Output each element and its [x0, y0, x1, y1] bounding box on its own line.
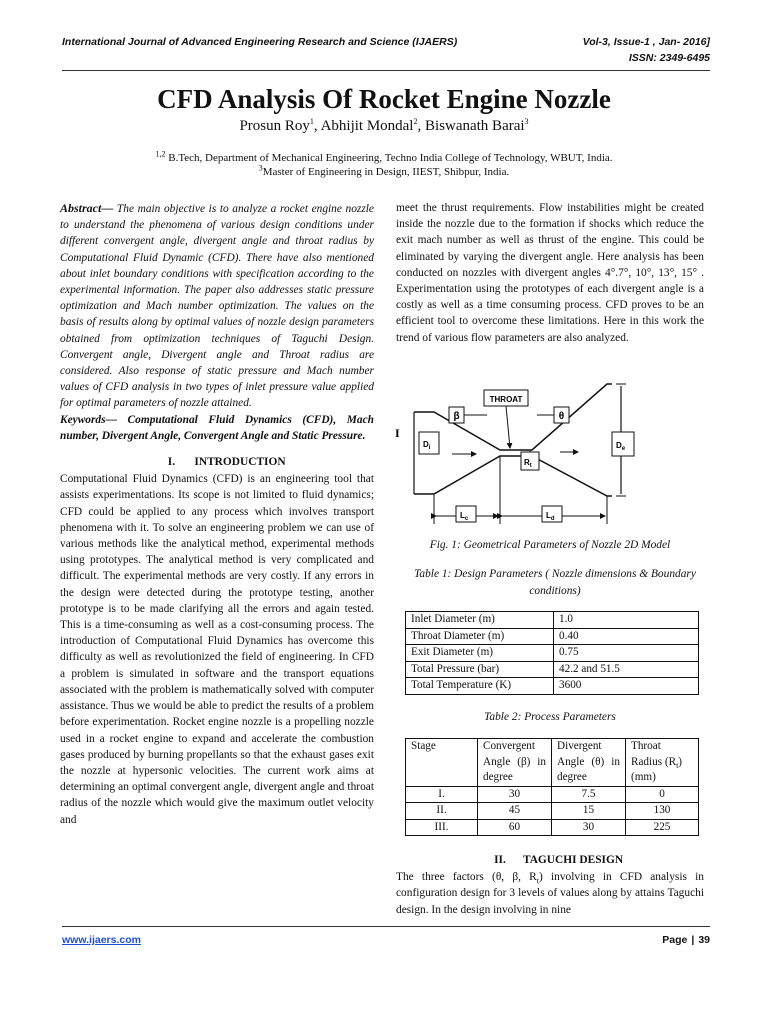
footer-rule: [62, 926, 710, 927]
header-rule: [62, 70, 710, 71]
introduction-continued: meet the thrust requirements. Flow instabilities might be created inside the nozzle due to the formation if shocks which reduce the exit mach number as well as thrust of the engine. This could be eliminated by varying the divergent angle. Here analysis has been conducted on nozzles with divergent angles 4°.7°, 10°, 13°, 15° . Experimentation using the prototypes of each divergent angle is a costly as well as a time consuming process. CFD proves to be an efficient tool to overcome these limitations. Here in this work the trend of various flow parameters are also analyzed.: [396, 202, 704, 344]
author-separator: ,: [417, 118, 425, 134]
table-row: Total Temperature (K) 3600: [406, 678, 699, 695]
nozzle-lower-wall: [414, 456, 612, 496]
section-heading-taguchi: II. TAGUCHI DESIGN: [494, 854, 624, 866]
divergent-length-label: $L_d$: [546, 511, 555, 522]
nozzle-diagram: [392, 382, 712, 532]
introduction-text: Computational Fluid Dynamics (CFD) is an engineering tool that assists experimentations. Its scope is not limited to fluid dynamics; CFD could be applied to any process which involves transport phenomena with it. To solve an engineering problem we can use of various methods like the analytical method, experimental methods using prototypes. The analytical method is very complicated and difficult. The experimental methods are very costly. If any errors in the design were detected during the prototype testing, another prototype is to be made clarifying all the errors and again tested. This is a time-consuming as well as a cost-consuming process. The introduction of Computational Fluid Dynamics has overcome this difficulty as well as revolutionized the field of engineering. In CFD a problem is simulated in software and the transport equations associated with the problem is mathematically solved with computer assistance. Thus we would be able to predict the results of a problem before experimentation. Rocket engine nozzle is a propelling nozzle used in a rocket engine to expand and accelerate the combustion gases produced by burning propellants so that the exhaust gases exit the nozzle at hypersonic velocities. The current work aims at determining an optimal convergent angle, divergent angle and throat radius of the nozzle which would give the maximum outlet velocity and: [60, 473, 374, 826]
table-row: Exit Diameter (m) 0.75: [406, 645, 699, 662]
author-affil-mark: 2: [413, 117, 418, 126]
paper-title: CFD Analysis Of Rocket Engine Nozzle: [157, 84, 611, 114]
table-header-row: Stage Convergent Angle (β) in degree Divergent Angle (θ) in degree Throat Radius $(R_t)$ (mm): [406, 739, 699, 787]
journal-website-link[interactable]: www.ijaers.com: [62, 934, 141, 946]
keywords: [60, 412, 374, 444]
page-number: Page | 39: [662, 934, 710, 946]
abstract-text: The main objective is to analyze a rocket engine nozzle to understand the phenomena of various design conditions under different convergent angle, divergent angle and throat radius by Computational Fluid Dynamic (CFD). There have also mentioned about inlet boundary conditions with specification according to the experimental information. The paper also addresses static pressure optimization and Mach number optimization. The values on the basis of results along by optimal values of nozzle design parameters obtained from optimization techniques of Taguchi Design. Convergent angle, Divergent angle and Throat radius are considered. Also response of static pressure and Mach number values of CFD analysis in two types of inlet pressure value applied for optimal parameters of nozzle attained.: [60, 203, 374, 410]
table1-caption: Table 1: Design Parameters ( Nozzle dimensions & Boundary conditions): [414, 568, 696, 597]
side-label: I: [395, 426, 400, 440]
author-affil-mark: 1: [309, 117, 314, 126]
author-name: Biswanath Barai: [424, 118, 525, 134]
author-name: Abhijit Mondal: [320, 118, 414, 134]
table-row: III. 60 30 225: [406, 819, 699, 836]
beta-label: β: [453, 411, 460, 422]
inlet-diameter-label: $D_i$: [423, 440, 431, 451]
issn: ISSN: 2349-6495: [628, 52, 710, 64]
convergent-length-label: $L_c$: [460, 511, 469, 522]
table-row: Throat Diameter (m) 0.40: [406, 628, 699, 645]
table-row: Inlet Diameter (m) 1.0: [406, 612, 699, 629]
exit-diameter-label: $D_e$: [616, 441, 626, 452]
taguchi-text: The three factors (θ, β, $R_t$) involving in CFD analysis in configuration design for 3 levels of values along by attains Taguchi design. In the design involving in nine: [396, 871, 704, 916]
author-separator: ,: [313, 118, 321, 134]
theta-label: θ: [558, 411, 565, 422]
affiliation-1: $^{1,2}$ B.Tech, Department of Mechanical Engineering, Techno India College of Technology, WBUT, India.: [155, 149, 613, 164]
right-column-text: [396, 200, 704, 346]
abstract: [60, 200, 374, 412]
journal-name: International Journal of Advanced Engineering Research and Science (IJAERS): [62, 36, 458, 48]
figure-caption: Fig. 1: Geometrical Parameters of Nozzle 2D Model: [429, 539, 671, 551]
table-row: Total Pressure (bar) 42.2 and 51.5: [406, 661, 699, 678]
volume-info: Vol-3, Issue-1 , Jan- 2016]: [582, 36, 710, 48]
taguchi-section: [396, 852, 704, 918]
table-row: I. 30 7.5 0: [406, 786, 699, 803]
throat-radius-label: $R_t$: [524, 458, 532, 469]
author-list: [0, 118, 768, 135]
author-name: Prosun Roy: [239, 118, 310, 134]
throat-label: THROAT: [489, 395, 523, 404]
table-row: II. 45 15 130: [406, 803, 699, 820]
section-heading-introduction: I. INTRODUCTION: [167, 456, 286, 469]
abstract-label: Abstract—: [60, 201, 114, 215]
nozzle-figure: [392, 382, 712, 532]
design-parameters-table: [405, 611, 699, 695]
table2-caption: Table 2: Process Parameters: [484, 711, 616, 723]
author-affil-mark: 3: [524, 117, 529, 126]
left-column: [60, 200, 374, 828]
keywords-text: Computational Fluid Dynamics (CFD), Mach number, Divergent Angle, Convergent Angle and Static Pressure.: [60, 413, 374, 442]
keywords-label: Keywords—: [60, 413, 117, 426]
process-parameters-table: [405, 738, 699, 836]
affiliation-2: $^3$Master of Engineering in Design, IIEST, Shibpur, India.: [258, 163, 510, 178]
